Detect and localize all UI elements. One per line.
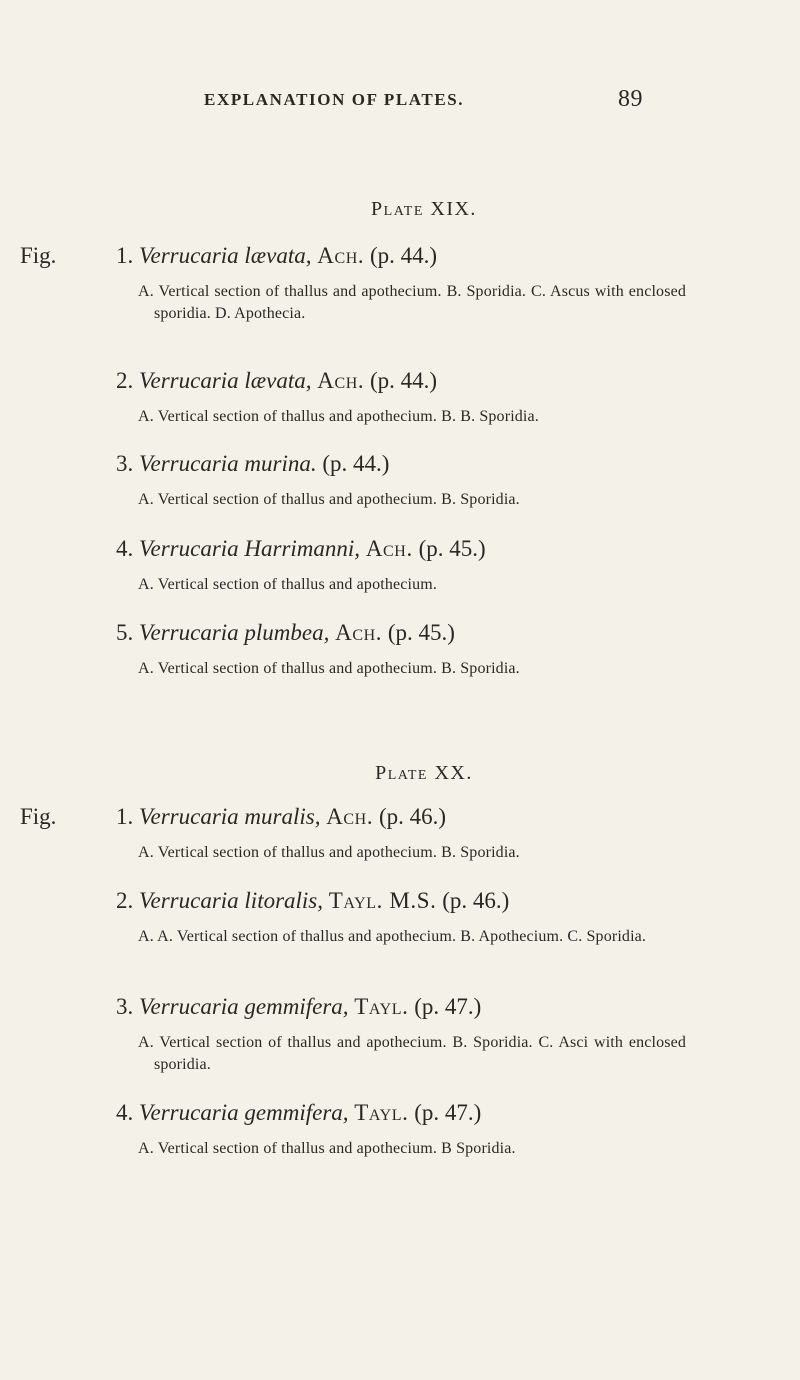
- figure-heading: [0, 368, 800, 398]
- figure-description: A. Vertical section of thallus and apothecium. B. Sporidia. C. Asci with enclosed sporidia.: [138, 1034, 686, 1073]
- author-abbrev: Ach.: [317, 243, 365, 268]
- figure-title: [139, 243, 437, 269]
- species-name: Verrucaria murina.: [139, 451, 317, 476]
- figure-title: [139, 368, 437, 394]
- page-ref: (p. 45.): [418, 536, 486, 561]
- figure-number: 5.: [116, 620, 134, 645]
- figure-title: [139, 620, 455, 646]
- figure-title: [139, 804, 446, 830]
- page-ref: (p. 44.): [322, 451, 390, 476]
- figure-description: A. Vertical section of thallus and apothecium. B Sporidia.: [138, 1140, 516, 1157]
- page-ref: (p. 44.): [370, 243, 438, 268]
- figure-entry: [0, 368, 800, 428]
- figure-number: 2.: [116, 368, 134, 393]
- figure-number: 1.: [116, 243, 134, 268]
- figure-number: 2.: [116, 888, 134, 913]
- species-name: Verrucaria lævata,: [139, 368, 312, 393]
- figure-entry: [0, 1100, 800, 1160]
- species-name: Verrucaria litoralis,: [139, 888, 324, 913]
- page-ref: (p. 44.): [370, 368, 438, 393]
- figure-number: 1.: [116, 804, 134, 829]
- figure-heading: [0, 994, 800, 1024]
- author-abbrev: Ach.: [317, 368, 365, 393]
- figure-heading: [0, 536, 800, 566]
- figure-entry: [0, 536, 800, 596]
- figure-title: [139, 451, 389, 477]
- figure-description: A. Vertical section of thallus and apothecium. B. Sporidia.: [138, 491, 520, 508]
- figure-heading: [0, 888, 800, 918]
- figure-entry: [0, 451, 800, 511]
- species-name: Verrucaria gemmifera,: [139, 994, 349, 1019]
- figure-entry: [0, 888, 800, 948]
- figure-description: A. Vertical section of thallus and apothecium. B. Sporidia. C. Ascus with enclosed sporidia. D. Apothecia.: [138, 283, 686, 322]
- figure-heading: [0, 620, 800, 650]
- author-abbrev: Tayl. M.S.: [328, 888, 437, 913]
- plate-title: Plate XIX.: [371, 198, 477, 220]
- page-ref: (p. 46.): [442, 888, 510, 913]
- figure-title: [139, 1100, 481, 1126]
- figure-number: 3.: [116, 994, 134, 1019]
- page-header: [0, 86, 800, 118]
- author-abbrev: Ach.: [365, 536, 413, 561]
- figure-entry: [0, 620, 800, 680]
- figure-description: A. Vertical section of thallus and apothecium.: [138, 576, 437, 593]
- author-abbrev: Ach.: [335, 620, 383, 645]
- species-name: Verrucaria lævata,: [139, 243, 312, 268]
- author-abbrev: Tayl.: [354, 994, 409, 1019]
- figure-prefix: Fig.: [20, 804, 57, 829]
- figure-description: A. Vertical section of thallus and apothecium. B. Sporidia.: [138, 660, 520, 677]
- species-name: Verrucaria Harrimanni,: [139, 536, 361, 561]
- figure-title: [139, 888, 509, 914]
- species-name: Verrucaria gemmifera,: [139, 1100, 349, 1125]
- figure-number: 4.: [116, 1100, 134, 1125]
- figure-heading: [0, 1100, 800, 1130]
- figure-number: 3.: [116, 451, 134, 476]
- page-ref: (p. 47.): [414, 994, 482, 1019]
- figure-heading: [0, 243, 800, 273]
- figure-description: A. A. Vertical section of thallus and apothecium. B. Apothecium. C. Sporidia.: [138, 928, 647, 945]
- figure-number: 4.: [116, 536, 134, 561]
- page-number: 89: [618, 86, 643, 112]
- figure-entry: [0, 994, 800, 1076]
- figure-entry: [0, 804, 800, 864]
- plate-title: Plate XX.: [375, 762, 473, 784]
- figure-description: A. Vertical section of thallus and apothecium. B. B. Sporidia.: [138, 408, 539, 425]
- figure-entry: [0, 243, 800, 325]
- figure-heading: [0, 451, 800, 481]
- page-ref: (p. 47.): [414, 1100, 482, 1125]
- author-abbrev: Ach.: [326, 804, 374, 829]
- page-ref: (p. 45.): [387, 620, 455, 645]
- author-abbrev: Tayl.: [354, 1100, 409, 1125]
- figure-title: [139, 536, 486, 562]
- figure-description: A. Vertical section of thallus and apothecium. B. Sporidia.: [138, 844, 520, 861]
- figure-title: [139, 994, 481, 1020]
- figure-prefix: Fig.: [20, 243, 57, 268]
- running-head: EXPLANATION OF PLATES.: [204, 90, 465, 109]
- species-name: Verrucaria plumbea,: [139, 620, 330, 645]
- species-name: Verrucaria muralis,: [139, 804, 321, 829]
- page-ref: (p. 46.): [378, 804, 447, 829]
- figure-heading: [0, 804, 800, 834]
